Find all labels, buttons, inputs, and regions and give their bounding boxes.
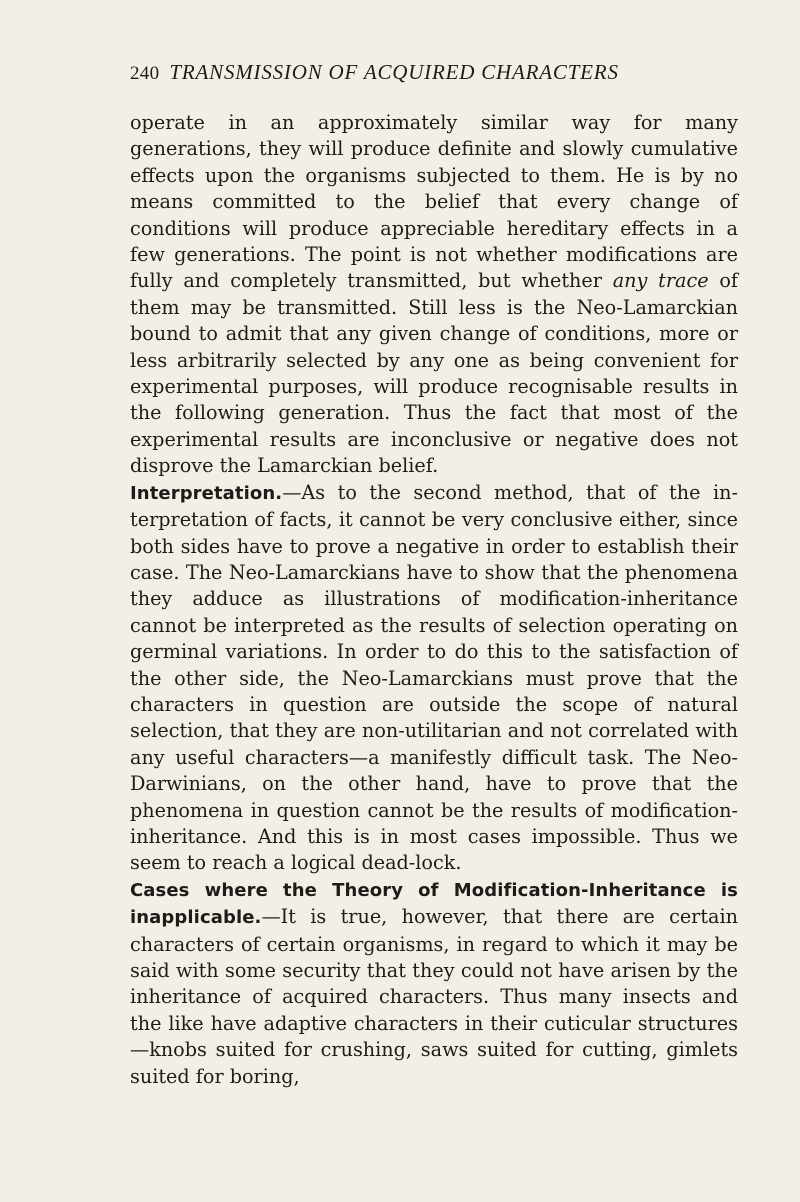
paragraph-2 <box>130 480 738 877</box>
section-heading-interpretation: Interpretation. <box>130 482 283 504</box>
body-text <box>130 110 738 1090</box>
page-number: 240 <box>130 63 160 84</box>
paragraph-2-text: —As to the second method, that of the interpretation of facts, it cannot be very conclusive either, since both sides have to prove a negative in order to establish their case. The Neo-Lamarckians have to show that the phenomena they adduce as illustrations of modification-inheritance cannot be interpreted as the results of selection operating on germinal variations. In order to do this to the satisfaction of the other side, the Neo-Lamarckians must prove that the characters in question are outside the scope of natural selection, that they are non-utilitarian and not correlated with any useful characters—a manifestly difficult task. The Neo-Darwinians, on the other hand, have to prove that the phenomena in question cannot be the results of modification-inheritance. And this is in most cases impossible. Thus we seem to reach a logical dead-lock. <box>130 480 738 875</box>
paragraph-3 <box>130 877 738 1090</box>
paragraph-1-text-a: operate in an approximately similar way for many generations, they will produce definite and slowly cumulative effects upon the organisms subjected to them. He is by no means committed to the belief that every change of conditions will produce appreciable hereditary effects in a few generations. The point is not whether modifications are fully and completely transmitted, but whether <box>130 111 738 293</box>
paragraph-1 <box>130 110 738 480</box>
section-heading-cases: Cases where the Theory of Modification-Inheritance is inapplicable. <box>130 879 738 929</box>
emphasis-any-trace: any trace <box>612 269 709 293</box>
paragraph-3-text: —It is true, however, that there are certain characters of certain organisms, in regard to which it may be said with some security that they could not have arisen by the inheritance of acquired characters. Thus many insects and the like have adaptive characters in their cuticular structures—knobs suited for crushing, saws suited for cutting, gimlets suited for boring, <box>130 905 738 1088</box>
paragraph-1-text-b: of them may be transmitted. Still less is the Neo-Lamarckian bound to admit that any given change of conditions, more or less arbitrarily selected by any one as being convenient for experimental purposes, will produce recognisable results in the following generation. Thus the fact that most of the experimental results are inconclusive or negative does not disprove the Lamarckian belief. <box>130 269 738 478</box>
running-title: TRANSMISSION OF ACQUIRED CHARACTERS <box>169 60 619 84</box>
running-head <box>130 60 738 102</box>
book-page <box>130 60 738 1090</box>
